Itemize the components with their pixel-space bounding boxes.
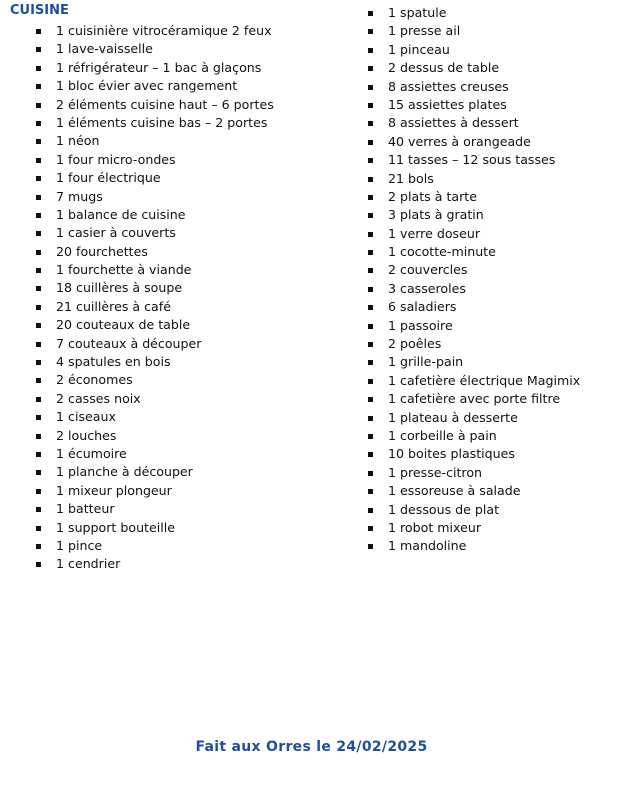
- bullet-icon: [36, 66, 41, 71]
- bullet-icon: [368, 544, 373, 549]
- list-item-text: 2 plats à tarte: [388, 188, 477, 204]
- list-item-text: 1 cafetière électrique Magimix: [388, 372, 581, 388]
- list-item: [368, 482, 580, 500]
- list-item-text: 1 four micro-ondes: [56, 151, 176, 167]
- list-item: [36, 59, 274, 77]
- bullet-icon: [36, 213, 41, 218]
- list-item: [36, 224, 274, 242]
- list-item-text: 2 casses noix: [56, 390, 141, 406]
- list-item: [368, 445, 580, 463]
- list-item: [36, 22, 274, 40]
- bullet-icon: [368, 103, 373, 108]
- list-item-text: 1 mandoline: [388, 538, 467, 554]
- bullet-icon: [36, 84, 41, 89]
- bullet-icon: [36, 29, 41, 34]
- list-item-text: 8 assiettes creuses: [388, 78, 509, 94]
- bullet-icon: [368, 379, 373, 384]
- list-item: [368, 151, 580, 169]
- list-item-text: 1 pinceau: [388, 41, 450, 57]
- list-item-text: 6 saladiers: [388, 299, 457, 315]
- list-item: [36, 371, 274, 389]
- bullet-icon: [368, 48, 373, 53]
- list-item: [36, 408, 274, 426]
- list-item: [368, 243, 580, 261]
- list-item-text: 20 fourchettes: [56, 243, 148, 259]
- list-item-text: 3 plats à gratin: [388, 207, 484, 223]
- list-item: [36, 169, 274, 187]
- bullet-icon: [36, 103, 41, 108]
- list-item: [36, 188, 274, 206]
- list-item-text: 2 dessus de table: [388, 60, 500, 76]
- list-item-text: 1 passoire: [388, 317, 453, 333]
- bullet-icon: [368, 121, 373, 126]
- list-item: [368, 519, 580, 537]
- inventory-list-right: [368, 4, 580, 556]
- list-item: [368, 427, 580, 445]
- bullet-icon: [368, 342, 373, 347]
- list-item-text: 2 couvercles: [388, 262, 468, 278]
- list-item: [36, 243, 274, 261]
- bullet-icon: [368, 66, 373, 71]
- list-item: [368, 353, 580, 371]
- list-item: [368, 225, 580, 243]
- list-item: [36, 40, 274, 58]
- list-item: [36, 500, 274, 518]
- bullet-icon: [368, 213, 373, 218]
- bullet-icon: [36, 562, 41, 567]
- bullet-icon: [368, 434, 373, 439]
- list-item-text: 1 essoreuse à salade: [388, 483, 521, 499]
- bullet-icon: [368, 526, 373, 531]
- bullet-icon: [368, 195, 373, 200]
- list-item: [368, 409, 580, 427]
- list-item: [368, 22, 580, 40]
- bullet-icon: [36, 342, 41, 347]
- list-item: [368, 501, 580, 519]
- list-item-text: 1 néon: [56, 133, 100, 149]
- list-item-text: 1 verre doseur: [388, 225, 480, 241]
- list-item-text: 1 mixeur plongeur: [56, 482, 172, 498]
- list-item-text: 1 ciseaux: [56, 409, 116, 425]
- list-item: [36, 353, 274, 371]
- list-item-text: 1 balance de cuisine: [56, 206, 186, 222]
- list-item: [368, 188, 580, 206]
- list-item-text: 1 casier à couverts: [56, 225, 176, 241]
- bullet-icon: [36, 378, 41, 383]
- list-item-text: 1 corbeille à pain: [388, 427, 497, 443]
- list-item: [368, 390, 580, 408]
- bullet-icon: [36, 139, 41, 144]
- list-item: [36, 445, 274, 463]
- list-item: [368, 537, 580, 555]
- bullet-icon: [368, 305, 373, 310]
- list-item-text: 15 assiettes plates: [388, 96, 507, 112]
- bullet-icon: [36, 305, 41, 310]
- list-item-text: 1 plateau à desserte: [388, 409, 518, 425]
- list-item: [368, 335, 580, 353]
- bullet-icon: [36, 158, 41, 163]
- bullet-icon: [368, 177, 373, 182]
- list-item-text: 1 batteur: [56, 501, 115, 517]
- list-item: [36, 555, 274, 573]
- list-item: [36, 114, 274, 132]
- bullet-icon: [36, 470, 41, 475]
- list-item: [368, 280, 580, 298]
- bullet-icon: [368, 158, 373, 163]
- list-item: [36, 427, 274, 445]
- footer-signature: Fait aux Orres le 24/02/2025: [195, 739, 428, 755]
- bullet-icon: [368, 489, 373, 494]
- list-item-text: 1 pince: [56, 537, 103, 553]
- list-item-text: 1 éléments cuisine bas – 2 portes: [56, 114, 268, 130]
- list-item-text: 1 cendrier: [56, 556, 121, 572]
- list-item-text: 7 mugs: [56, 188, 103, 204]
- list-item-text: 21 cuillères à café: [56, 298, 171, 314]
- list-item: [368, 372, 580, 390]
- list-item: [368, 96, 580, 114]
- bullet-icon: [368, 416, 373, 421]
- bullet-icon: [368, 452, 373, 457]
- list-item-text: 1 presse-citron: [388, 464, 483, 480]
- list-item: [368, 41, 580, 59]
- bullet-icon: [368, 360, 373, 365]
- list-item: [36, 206, 274, 224]
- bullet-icon: [36, 544, 41, 549]
- list-item: [36, 261, 274, 279]
- list-item: [36, 537, 274, 555]
- list-item-text: 1 cuisinière vitrocéramique 2 feux: [56, 23, 272, 38]
- list-item-text: 1 écumoire: [56, 445, 127, 461]
- list-item: [368, 206, 580, 224]
- list-item: [36, 482, 274, 500]
- list-item-text: 1 four électrique: [56, 170, 161, 186]
- list-item: [36, 132, 274, 150]
- list-item-text: 10 boites plastiques: [388, 446, 515, 462]
- bullet-icon: [368, 268, 373, 273]
- list-item: [368, 78, 580, 96]
- list-item: [368, 298, 580, 316]
- bullet-icon: [368, 85, 373, 90]
- list-item: [36, 316, 274, 334]
- list-item: [368, 114, 580, 132]
- list-item: [36, 519, 274, 537]
- list-item-text: 1 robot mixeur: [388, 519, 482, 535]
- list-item: [368, 59, 580, 77]
- bullet-icon: [36, 360, 41, 365]
- list-item-text: 2 économes: [56, 372, 133, 388]
- list-item-text: 7 couteaux à découper: [56, 335, 202, 351]
- bullet-icon: [368, 232, 373, 237]
- inventory-list-left: [36, 22, 274, 574]
- list-item-text: 1 planche à découper: [56, 464, 193, 480]
- bullet-icon: [368, 287, 373, 292]
- list-item-text: 1 bloc évier avec rangement: [56, 78, 238, 94]
- section-title: CUISINE: [10, 3, 69, 18]
- bullet-icon: [36, 452, 41, 457]
- list-item: [368, 4, 580, 22]
- bullet-icon: [36, 286, 41, 291]
- list-item: [36, 279, 274, 297]
- list-item-text: 4 spatules en bois: [56, 354, 171, 370]
- list-item: [36, 77, 274, 95]
- bullet-icon: [36, 434, 41, 439]
- list-item-text: 1 presse ail: [388, 23, 461, 39]
- list-item: [368, 261, 580, 279]
- list-item-text: 8 assiettes à dessert: [388, 115, 519, 131]
- list-item: [36, 390, 274, 408]
- bullet-icon: [368, 140, 373, 145]
- bullet-icon: [36, 489, 41, 494]
- list-item: [36, 298, 274, 316]
- list-item-text: 20 couteaux de table: [56, 317, 191, 333]
- list-item-text: 18 cuillères à soupe: [56, 280, 183, 296]
- list-item-text: 3 casseroles: [388, 280, 466, 296]
- bullet-icon: [368, 29, 373, 34]
- list-item: [36, 463, 274, 481]
- list-item-text: 1 spatule: [388, 5, 447, 20]
- list-item-text: 1 cafetière avec porte filtre: [388, 391, 561, 407]
- list-item: [368, 464, 580, 482]
- list-item: [36, 151, 274, 169]
- bullet-icon: [36, 195, 41, 200]
- bullet-icon: [368, 324, 373, 329]
- list-item-text: 1 grille-pain: [388, 354, 464, 370]
- bullet-icon: [36, 526, 41, 531]
- bullet-icon: [368, 471, 373, 476]
- list-item-text: 2 louches: [56, 427, 117, 443]
- bullet-icon: [36, 323, 41, 328]
- bullet-icon: [36, 47, 41, 52]
- bullet-icon: [36, 250, 41, 255]
- list-item-text: 2 poêles: [388, 336, 442, 352]
- bullet-icon: [36, 176, 41, 181]
- list-item-text: 11 tasses – 12 sous tasses: [388, 152, 556, 168]
- bullet-icon: [36, 231, 41, 236]
- list-item: [36, 335, 274, 353]
- list-item-text: 1 réfrigérateur – 1 bac à glaçons: [56, 59, 262, 75]
- list-item: [368, 133, 580, 151]
- bullet-icon: [36, 415, 41, 420]
- list-item-text: 1 support bouteille: [56, 519, 175, 535]
- bullet-icon: [36, 268, 41, 273]
- list-item: [36, 96, 274, 114]
- bullet-icon: [36, 397, 41, 402]
- list-item-text: 1 dessous de plat: [388, 501, 500, 517]
- bullet-icon: [36, 121, 41, 126]
- bullet-icon: [368, 397, 373, 402]
- bullet-icon: [368, 250, 373, 255]
- list-item-text: 1 fourchette à viande: [56, 262, 192, 278]
- list-item-text: 40 verres à orangeade: [388, 133, 531, 149]
- list-item-text: 1 lave-vaisselle: [56, 41, 153, 57]
- bullet-icon: [36, 507, 41, 512]
- bullet-icon: [368, 508, 373, 513]
- list-item-text: 21 bols: [388, 170, 434, 186]
- list-item-text: 2 éléments cuisine haut – 6 portes: [56, 96, 274, 112]
- list-item: [368, 170, 580, 188]
- bullet-icon: [368, 11, 373, 16]
- list-item: [368, 317, 580, 335]
- list-item-text: 1 cocotte-minute: [388, 244, 496, 260]
